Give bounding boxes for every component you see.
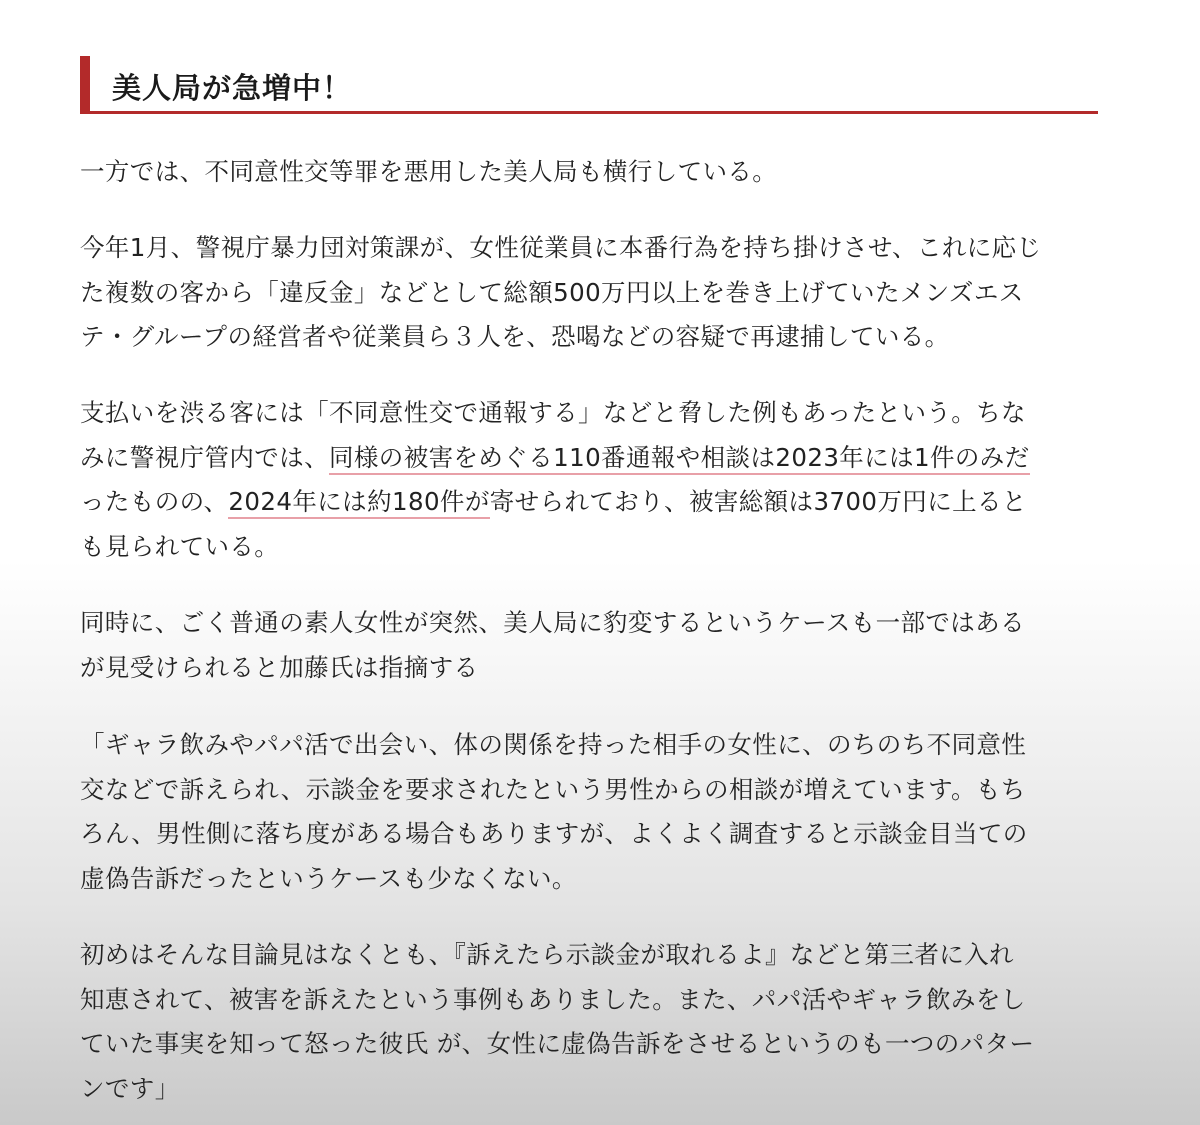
text-segment: 寄せられており、被害総額は3700万円に上ると bbox=[489, 487, 1027, 516]
paragraph-line bbox=[80, 436, 1030, 481]
paragraph-4 bbox=[80, 601, 1025, 690]
paragraph-line: ていた事実を知って怒った彼氏 が、女性に虚偽告訴をさせるというのも一つのパター bbox=[80, 1029, 1035, 1058]
paragraph-line: た複数の客から「違反金」などとして総額500万円以上を巻き上げていたメンズエス bbox=[80, 277, 1024, 307]
text-segment: みに警視庁管内では、 bbox=[80, 442, 329, 472]
paragraph-line: テ・グループの経営者や従業員ら３人を、恐喝などの容疑で再逮捕している。 bbox=[80, 322, 950, 351]
paragraph-line: 交などで訴えられ、示談金を要求されたという男性からの相談が増えています。もち bbox=[80, 774, 1026, 804]
paragraph-line: も見られている。 bbox=[80, 531, 280, 561]
text-segment: ったものの、 bbox=[80, 487, 229, 516]
highlighted-text: 同様の被害をめぐる110番通報や相談は2023年には1件のみだ bbox=[329, 443, 1030, 475]
paragraph-line: 虚偽告訴だったというケースも少なくない。 bbox=[80, 863, 577, 893]
paragraph-line: が見受けられると加藤氏は指摘する bbox=[80, 652, 479, 682]
paragraph-line: 一方では、不同意性交等罪を悪用した美人局も横行している。 bbox=[80, 157, 778, 186]
section-heading bbox=[80, 56, 1098, 114]
paragraph-3 bbox=[80, 391, 1030, 569]
paragraph-line: 初めはそんな目論見はなくとも、『訴えたら示談金が取れるよ』などと第三者に入れ bbox=[80, 940, 1014, 969]
paragraph-line: 同時に、ごく普通の素人女性が突然、美人局に豹変するというケースも一部ではある bbox=[80, 608, 1025, 637]
paragraph-line: ンです」 bbox=[80, 1073, 180, 1103]
section-heading-text: 美人局が急増中！ bbox=[112, 71, 353, 105]
paragraph-line: 知恵されて、被害を訴えたという事例もありました。また、パパ活やギャラ飲みをし bbox=[80, 984, 1026, 1014]
paragraph-line: 今年1月、警視庁暴力団対策課が、女性従業員に本番行為を持ち掛けさせ、これに応じ bbox=[80, 233, 1042, 262]
paragraph-line: ろん、男性側に落ち度がある場合もありますが、よくよく調査すると示談金目当ての bbox=[80, 819, 1028, 848]
paragraph-6 bbox=[80, 933, 1034, 1111]
paragraph-2 bbox=[80, 226, 1041, 360]
paragraph-5 bbox=[80, 723, 1028, 901]
paragraph-line: 「ギャラ飲みやパパ活で出会い、体の関係を持った相手の女性に、のちのち不同意性 bbox=[80, 730, 1027, 759]
paragraph-line: 支払いを渋る客には「不同意性交で通報する」などと脅した例もあったという。ちな bbox=[80, 398, 1026, 427]
highlighted-text: 2024年には約180件が bbox=[228, 487, 489, 519]
paragraph-1 bbox=[80, 150, 777, 195]
paragraph-line bbox=[80, 480, 1030, 525]
